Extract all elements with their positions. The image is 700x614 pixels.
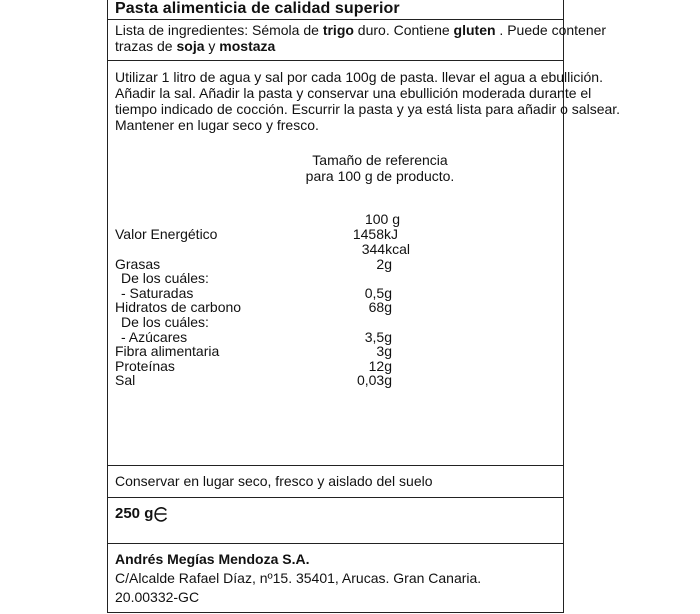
nutrition-header: 100 g: [364, 211, 400, 227]
ingredients-divider: [107, 60, 563, 61]
usage-line: Utilizar 1 litro de agua y sal por cada 100g de pasta. llevar el agua a ebullición.: [115, 69, 603, 85]
estimated-sign-svg: [151, 504, 171, 524]
title-divider: [107, 19, 563, 20]
nutrition-label: De los cuáles:: [121, 314, 209, 330]
company-divider: [107, 543, 563, 544]
company-address: C/Alcalde Rafael Díaz, nº15. 35401, Arucas. Gran Canaria.: [115, 570, 482, 586]
nutrition-value: 3,5g: [364, 329, 392, 345]
ingredients-text-part: . Puede contener: [495, 22, 607, 38]
storage-divider: [107, 465, 563, 466]
ingredients-line-1: [115, 22, 606, 38]
weight-divider: [107, 497, 563, 498]
nutrition-value: 3g: [376, 343, 392, 359]
ingredients-line-2: [115, 38, 606, 54]
nutrition-value: 12g: [368, 358, 392, 374]
estimated-sign-icon: [151, 504, 171, 527]
nutrition-value: 1458kJ: [352, 226, 398, 242]
nutrition-label: Fibra alimentaria: [115, 343, 220, 359]
ingredients-text-part: Lista de ingredientes: Sémola de: [115, 22, 323, 38]
ingredients-text: [115, 22, 606, 54]
registry-code: 20.00332-GC: [115, 589, 200, 605]
ingredients-text-part: duro. Contiene: [353, 22, 454, 38]
reference-line: para 100 g de producto.: [305, 168, 455, 184]
nutrition-label: De los cuáles:: [121, 270, 209, 286]
nutrition-value: 0,03g: [356, 372, 392, 388]
nutrition-label: Proteínas: [115, 358, 175, 374]
allergen-trigo: trigo: [322, 22, 354, 38]
allergen-mostaza: mostaza: [219, 38, 276, 54]
product-title: Pasta alimenticia de calidad superior: [115, 0, 400, 17]
nutrition-value: 0,5g: [364, 285, 392, 301]
allergen-gluten: gluten: [453, 22, 496, 38]
nutrition-label: - Saturadas: [121, 285, 194, 301]
usage-line: Añadir la sal. Añadir la pasta y conservar una ebullición moderada durante el: [115, 85, 592, 101]
usage-line: Mantener en lugar seco y fresco.: [115, 117, 319, 133]
company-name: Andrés Megías Mendoza S.A.: [115, 551, 310, 567]
nutrition-label: - Azúcares: [121, 329, 188, 345]
nutrition-label: Grasas: [115, 256, 161, 272]
ingredients-text-part: y: [204, 38, 220, 54]
nutrition-label: Valor Energético: [115, 226, 218, 242]
nutrition-label: Hidratos de carbono: [115, 299, 242, 315]
reference-line: Tamaño de referencia: [312, 152, 448, 168]
usage-line: tiempo indicado de cocción. Escurrir la pasta y ya está lista para añadir o salsear.: [115, 101, 621, 117]
reference-note: [300, 152, 460, 184]
nutrition-label: Sal: [115, 372, 136, 388]
ingredients-text-part: trazas de: [115, 38, 177, 54]
storage-text: Conservar en lugar seco, fresco y aislado del suelo: [115, 473, 433, 489]
allergen-soja: soja: [176, 38, 205, 54]
nutrition-value: 68g: [368, 299, 392, 315]
usage-instructions: [115, 69, 620, 133]
nutrition-value: 2g: [376, 256, 392, 272]
net-weight: 250 g: [115, 505, 154, 522]
nutrition-value: 344kcal: [361, 241, 410, 257]
